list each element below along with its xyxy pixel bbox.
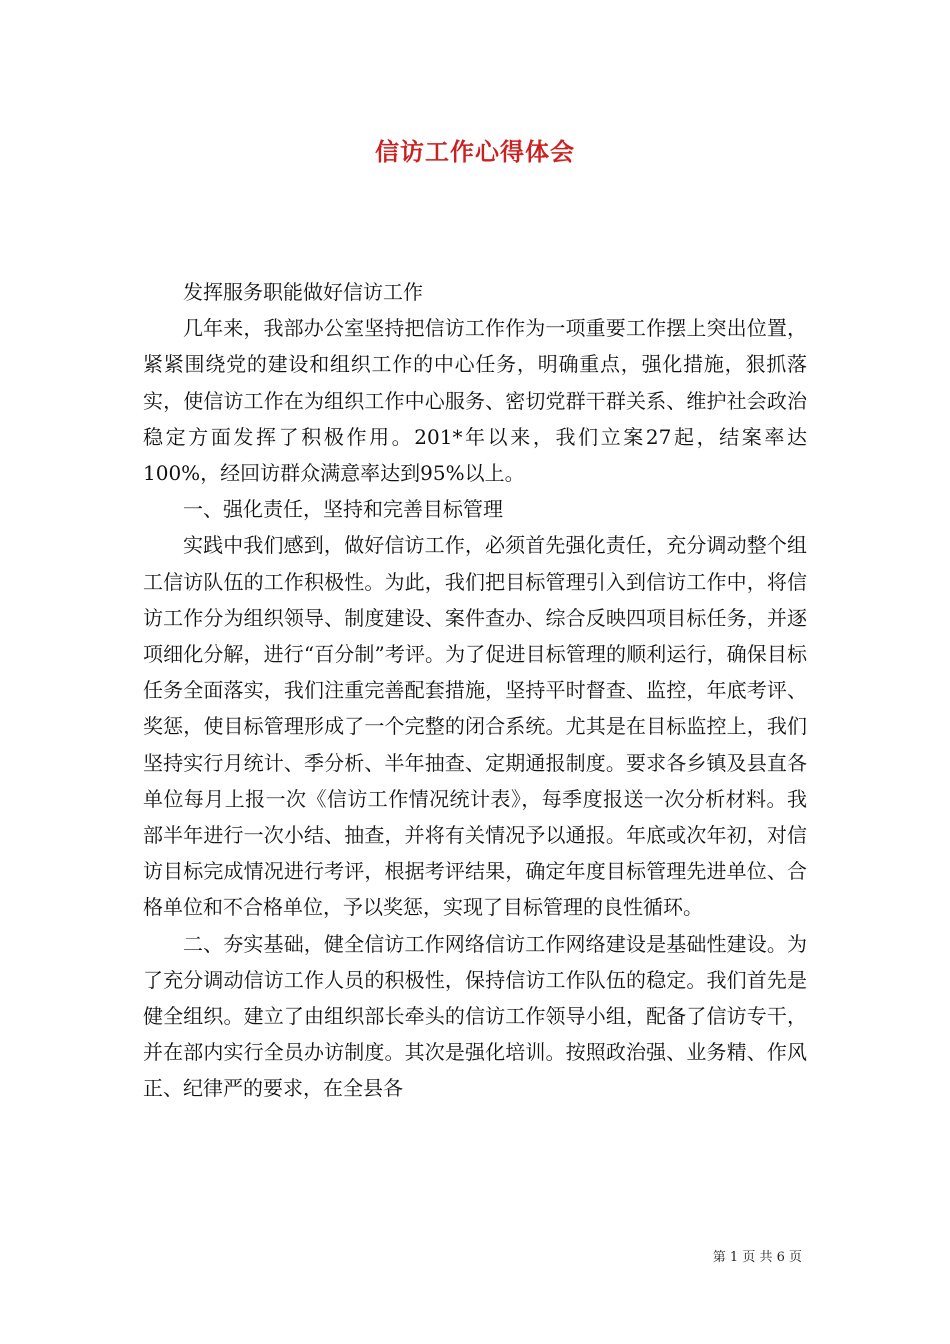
paragraph-intro: 几年来，我部办公室坚持把信访工作作为一项重要工作摆上突出位置，紧紧围绕党的建设和组织工作的中心任务，明确重点，强化措施，狠抓落实，使信访工作在为组织工作中心服务、密切党群干群关系、维护社会政治稳定方面发挥了积极作用。201*年以来，我们立案27起，结案率达100%，经回访群众满意率达到95%以上。 [143,316,807,486]
section-heading-1: 一、强化责任，坚持和完善目标管理 [183,497,503,522]
paragraph-subtitle: 发挥服务职能做好信访工作 [183,280,423,304]
page-number: 第 1 页 共 6 页 [712,1250,802,1265]
paragraph-section-2: 二、夯实基础，健全信访工作网络信访工作网络建设是基础性建设。为了充分调动信访工作人员的积极性，保持信访工作队伍的稳定。我们首先是健全组织。建立了由组织部长牵头的信访工作领导小组，配备了信访专干，并在部内实行全员办访制度。其次是强化培训。按照政治强、业务精、作风正、纪律严的要求，在全县各 [143,931,807,1101]
paragraph-section-1: 实践中我们感到，做好信访工作，必须首先强化责任，充分调动整个组工信访队伍的工作积极性。为此，我们把目标管理引入到信访工作中，将信访工作分为组织领导、制度建设、案件查办、综合反映四项目标任务，并逐项细化分解，进行“百分制”考评。为了促进目标管理的顺利运行，确保目标任务全面落实，我们注重完善配套措施，坚持平时督查、监控，年底考评、奖惩，使目标管理形成了一个完整的闭合系统。尤其是在目标监控上，我们坚持实行月统计、季分析、半年抽查、定期通报制度。要求各乡镇及县直各单位每月上报一次《信访工作情况统计表》，每季度报送一次分析材料。我部半年进行一次小结、抽查，并将有关情况予以通报。年底或次年初，对信访目标完成情况进行考评，根据考评结果，确定年度目标管理先进单位、合格单位和不合格单位，予以奖惩，实现了目标管理的良性循环。 [143,533,807,920]
document-body [143,274,807,1107]
document-title: 信访工作心得体会 [375,137,575,166]
